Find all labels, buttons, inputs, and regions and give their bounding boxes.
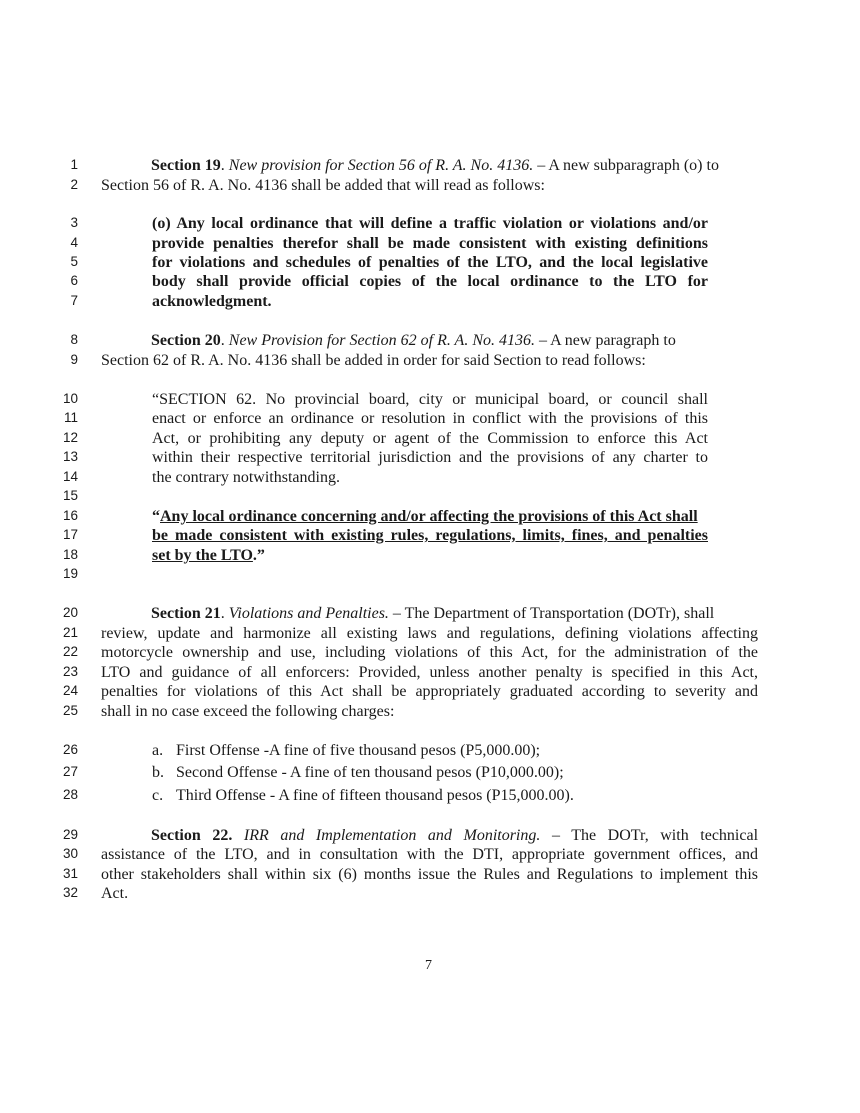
section-20-addition-text: Any local ordinance concerning and/or affecting the provisions of this Act shall (160, 508, 698, 525)
section-22-text: – The DOTr, with technical (540, 827, 759, 844)
section-21-title: Violations and Penalties. (228, 605, 389, 622)
line-number: 26 (62, 742, 78, 757)
penalty-list-item (152, 786, 574, 805)
section-21-line: shall in no case exceed the following charges: (101, 703, 395, 720)
line-number: 2 (70, 177, 78, 192)
section-22-line: other stakeholders shall within six (6) months issue the Rules and Regulations to implement this (101, 866, 758, 883)
penalty-list-item (152, 741, 540, 760)
line-number: 3 (70, 215, 78, 230)
line-number: 18 (62, 547, 78, 562)
penalty-list-item (152, 763, 564, 782)
list-marker: b. (152, 764, 164, 781)
line-number: 16 (62, 508, 78, 523)
section-21-line: review, update and harmonize all existing laws and regulations, defining violations affecting (101, 625, 758, 642)
section-19-title: New provision for Section 56 of R. A. No. 4136. (228, 157, 534, 174)
line-number: 1 (70, 157, 78, 172)
line-number: 6 (70, 273, 78, 288)
section-20-heading: Section 20 (151, 332, 221, 349)
section-20-quote-line: the contrary notwithstanding. (152, 469, 340, 486)
section-20-addition-line-3 (152, 546, 265, 565)
section-19-quote-line: (o) Any local ordinance that will define a traffic violation or violations and/or (152, 215, 708, 232)
line-number: 24 (62, 683, 78, 698)
line-number: 8 (70, 332, 78, 347)
section-20-line-1: Section 20. New Provision for Section 62 of R. A. No. 4136. – A new paragraph to (151, 332, 676, 349)
section-21-line-1: Section 21. Violations and Penalties. – The Department of Transportation (DOTr), shall (151, 605, 715, 622)
line-number: 20 (62, 605, 78, 620)
section-20-quote-line: Act, or prohibiting any deputy or agent of the Commission to enforce this Act (152, 430, 708, 447)
section-21-line: LTO and guidance of all enforcers: Provided, unless another penalty is specified in this Act, (101, 664, 758, 681)
line-number: 31 (62, 866, 78, 881)
section-20-title: New Provision for Section 62 of R. A. No. 4136. (228, 332, 535, 349)
line-number: 10 (62, 391, 78, 406)
line-number: 12 (62, 430, 78, 445)
section-22-heading: Section 22. (151, 827, 233, 844)
line-number: 15 (62, 488, 78, 503)
line-number: 29 (62, 827, 78, 842)
close-quote: .” (252, 547, 265, 564)
section-22-line-1 (151, 826, 758, 845)
section-19-quote-line: provide penalties therefor shall be made consistent with existing definitions (152, 235, 708, 252)
list-marker: a. (152, 742, 164, 759)
section-21-heading: Section 21 (151, 605, 221, 622)
line-number: 11 (63, 410, 78, 425)
list-item-text: Third Offense - A fine of fifteen thousand pesos (P15,000.00). (176, 787, 574, 804)
section-19-heading: Section 19 (151, 157, 221, 174)
line-number: 9 (70, 352, 78, 367)
section-20-addition-line-1 (152, 507, 708, 526)
line-number: 21 (62, 625, 78, 640)
section-21-text: – The Department of Transportation (DOTr), shall (388, 605, 715, 622)
section-20-text: – A new paragraph to (535, 332, 676, 349)
open-quote: “ (152, 508, 160, 525)
line-number: 17 (62, 527, 78, 542)
list-item-text: First Offense -A fine of five thousand pesos (P5,000.00); (176, 742, 541, 759)
section-20-quote-line: enact or enforce an ordinance or resolution in conflict with the provisions of this (152, 410, 708, 427)
line-number: 4 (70, 235, 78, 250)
line-number: 25 (62, 703, 78, 718)
section-21-line: motorcycle ownership and use, including violations of this Act, for the administration of the (101, 644, 758, 661)
section-19-line-1: Section 19. New provision for Section 56 of R. A. No. 4136. – A new subparagraph (o) to (151, 157, 719, 174)
section-19-text: – A new subparagraph (o) to (533, 157, 719, 174)
line-number: 28 (62, 787, 78, 802)
section-22-line: assistance of the LTO, and in consultation with the DTI, appropriate government offices, and (101, 846, 758, 863)
section-19-quote-line: for violations and schedules of penalties of the LTO, and the local legislative (152, 254, 708, 271)
section-22-title: IRR and Implementation and Monitoring. (243, 827, 541, 844)
line-number: 27 (62, 764, 78, 779)
list-item-text: Second Offense - A fine of ten thousand pesos (P10,000.00); (176, 764, 564, 781)
section-19-quote-line: body shall provide official copies of the local ordinance to the LTO for (152, 273, 708, 290)
section-20-quote-line: within their respective territorial jurisdiction and the provisions of any charter to (152, 449, 708, 466)
line-number: 19 (62, 566, 78, 581)
section-20-addition-text: set by the LTO (152, 547, 253, 564)
section-22-line: Act. (101, 885, 129, 902)
line-number: 5 (70, 254, 78, 269)
section-20-addition-line-2: be made consistent with existing rules, regulations, limits, fines, and penalties (152, 527, 708, 544)
section-20-line-2: Section 62 of R. A. No. 4136 shall be added in order for said Section to read follows: (101, 352, 646, 369)
line-number: 23 (62, 664, 78, 679)
line-number: 30 (62, 846, 78, 861)
line-number: 13 (62, 449, 78, 464)
section-19-line-2: Section 56 of R. A. No. 4136 shall be added that will read as follows: (101, 177, 545, 194)
section-21-line: penalties for violations of this Act shall be appropriately graduated according to severity and (101, 683, 758, 700)
line-number: 7 (70, 293, 78, 308)
section-20-quote-line: “SECTION 62. No provincial board, city or municipal board, or council shall (152, 391, 708, 408)
list-marker: c. (152, 787, 164, 804)
line-number: 22 (62, 644, 78, 659)
line-number: 32 (62, 885, 78, 900)
line-number: 14 (62, 469, 78, 484)
section-19-quote-line: acknowledgment. (152, 293, 272, 310)
page-number: 7 (425, 958, 432, 973)
